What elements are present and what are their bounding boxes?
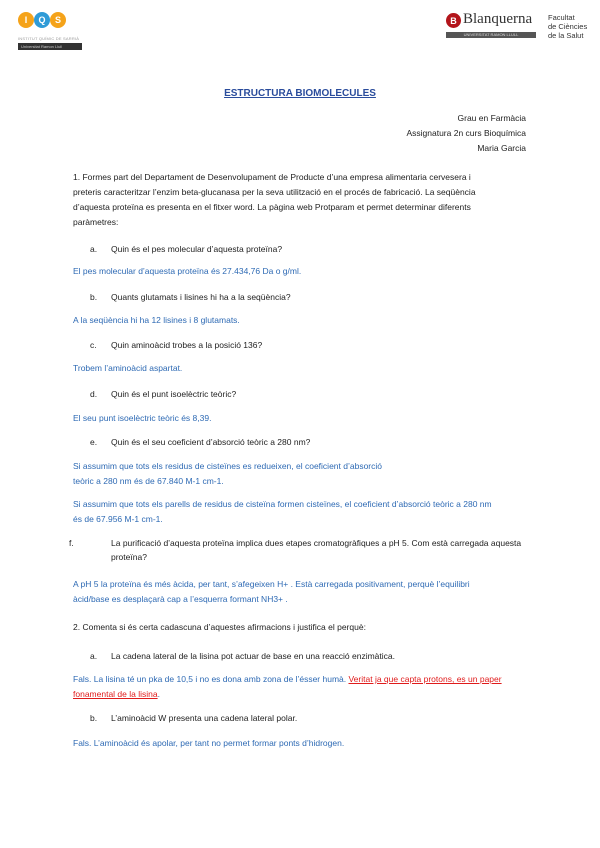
iqs-letter-s: S	[50, 12, 66, 28]
faculty-line: de Ciències	[548, 22, 588, 31]
answer-f: A pH 5 la proteïna és més àcida, per tant, s’afegeixen H+ . Està carregada positivament, perquè l’equilibri àcid/base es desplaçarà cap a l’esquerra formant NH3+ .	[73, 579, 470, 604]
author-line: Maria Garcia	[477, 143, 526, 153]
question-label: b.	[90, 713, 98, 723]
answer-e-1: Si assumim que tots els residus de cisteïnes es redueixen, el coeficient d’absorció teòric a 280 nm és de 67.840 M-1 cm-1.	[73, 461, 382, 486]
question-item	[90, 649, 530, 663]
answer-2a-false: Fals. La lisina té un pka de 10,5 i no es dona amb zona de l’ésser humà.	[73, 674, 349, 684]
question-1-intro: 1. Formes part del Departament de Desenvolupament de Producte d’una empresa alimentaria cervesera i preteris caracteritzar l’enzim beta-glucanasa per la seva utilització en el procés de fabricació. La seqüència d’aquesta proteïna es presenta en el fitxer word. La pàgina web Protparam et permet determinar diferents paràmetres:	[73, 172, 476, 227]
answer-c: Trobem l’aminoàcid aspartat.	[73, 363, 183, 373]
faculty-line: de la Salut	[548, 31, 584, 40]
question-text: Quin és el seu coeficient d’absorció teòric a 280 nm?	[111, 437, 311, 447]
answer-2b: Fals. L’aminoàcid és apolar, per tant no permet formar ponts d’hidrogen.	[73, 738, 345, 748]
question-item	[90, 435, 530, 449]
question-item	[90, 338, 530, 352]
faculty-line: Facultat	[548, 13, 575, 22]
degree-line: Grau en Farmàcia	[457, 113, 526, 123]
answer-2a-correction: Veritat ja que capta protons, es un paper fonamental de la lisina	[73, 674, 502, 699]
question-item	[90, 290, 530, 304]
question-item	[90, 387, 530, 401]
question-2-intro: 2. Comenta si és certa cadascuna d’aquestes afirmacions i justifica el perquè:	[73, 622, 366, 632]
question-text: L’aminoàcid W presenta una cadena lateral polar.	[111, 713, 298, 723]
answer-2a	[73, 672, 513, 702]
answer-e-2: Si assumim que tots els parells de residus de cisteïna formen cisteïnes, el coeficient d’absorció teòric a 280 nm és de 67.956 M-1 cm-1.	[73, 499, 492, 524]
question-label: c.	[90, 340, 97, 350]
question-text: La cadena lateral de la lisina pot actuar de base en una reacció enzimàtica.	[111, 651, 395, 661]
iqs-letter-i: I	[18, 12, 34, 28]
answer-b: A la seqüència hi ha 12 lisines i 8 glutamats.	[73, 315, 240, 325]
iqs-university-bar: Universitat Ramon Llull	[18, 43, 82, 50]
document-title: ESTRUCTURA BIOMOLECULES	[224, 88, 376, 99]
subject-line: Assignatura 2n curs Bioquímica	[406, 128, 526, 138]
question-label: e.	[90, 437, 98, 447]
question-label: d.	[90, 389, 98, 399]
iqs-letter-q: Q	[34, 12, 50, 28]
question-text: La purificació d’aquesta proteïna implica dues etapes cromatogràfiques a pH 5. Com està carregada aquesta proteïna?	[111, 538, 522, 562]
question-text: Quin aminoàcid trobes a la posició 136?	[111, 340, 263, 350]
faculty-name	[548, 13, 587, 40]
question-item	[90, 242, 530, 256]
question-item	[69, 536, 531, 564]
blanquerna-mark-icon: B	[446, 13, 461, 28]
blanquerna-logo	[446, 12, 594, 46]
question-text: Quin és el punt isoelèctric teòric?	[111, 389, 237, 399]
blanquerna-university-bar: UNIVERSITAT RAMON LLULL	[446, 32, 536, 38]
iqs-tagline: INSTITUT QUÍMIC DE SARRIÀ	[18, 36, 80, 41]
question-label: b.	[90, 292, 98, 302]
question-text: Quants glutamats i lisines hi ha a la seqüència?	[111, 292, 291, 302]
blanquerna-name: Blanquerna	[463, 11, 533, 27]
question-label: a.	[90, 651, 98, 661]
answer-d: El seu punt isoelèctric teòric és 8,39.	[73, 413, 212, 423]
iqs-logo	[18, 12, 90, 60]
question-item	[90, 711, 530, 725]
question-text: Quin és el pes molecular d’aquesta proteïna?	[111, 244, 283, 254]
question-label: a.	[90, 244, 98, 254]
answer-2a-end: .	[157, 689, 160, 699]
answer-a: El pes molecular d’aquesta proteïna és 27.434,76 Da o g/ml.	[73, 266, 302, 276]
question-label: f.	[69, 538, 74, 548]
